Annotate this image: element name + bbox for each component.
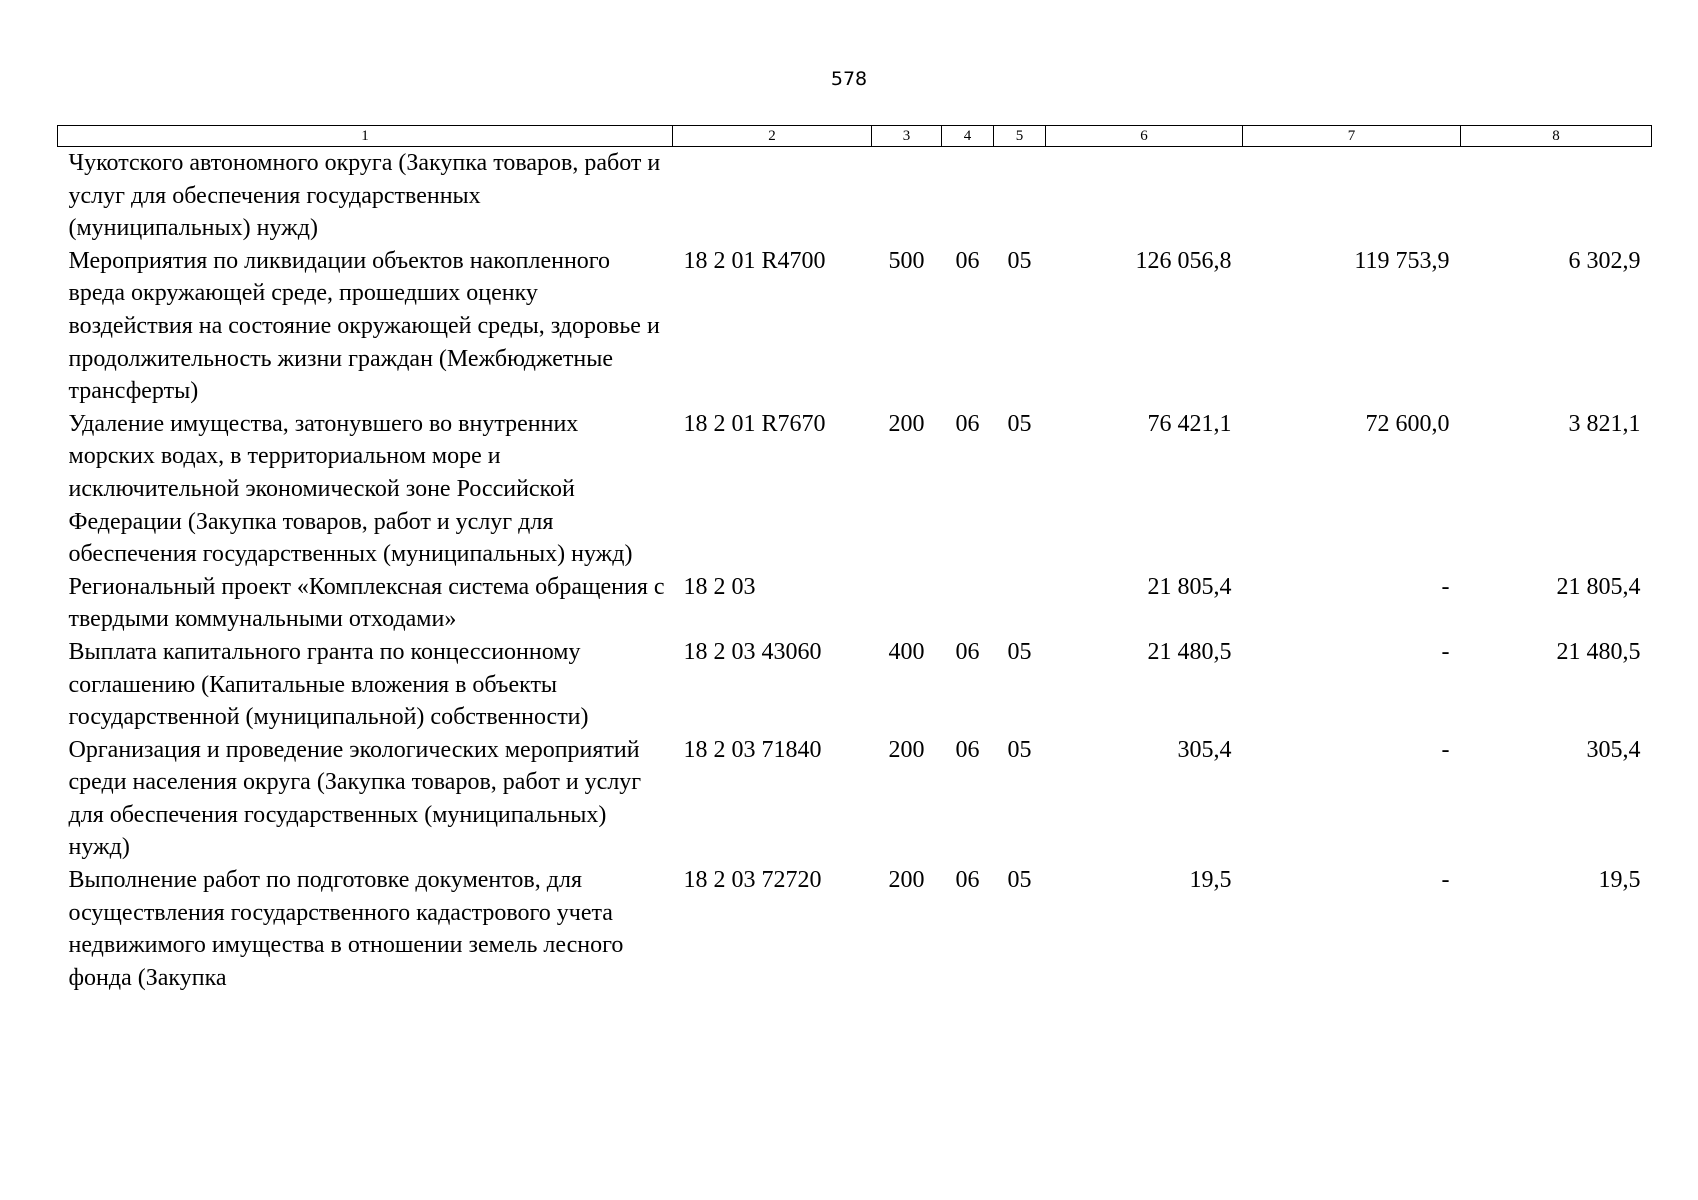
table-body xyxy=(58,147,1652,995)
row-code xyxy=(673,147,872,245)
row-total: 305,4 xyxy=(1177,736,1232,763)
row-regional: 21 805,4 xyxy=(1556,573,1641,600)
table-header xyxy=(58,126,1652,147)
row-vr: 200 xyxy=(888,867,925,894)
row-code: 18 2 03 72720 xyxy=(683,867,822,894)
page-number: 578 xyxy=(830,68,868,90)
row-regional xyxy=(1461,147,1652,245)
row-vr: 200 xyxy=(888,736,925,763)
row-total: 76 421,1 xyxy=(1147,410,1232,437)
table-row xyxy=(58,147,1652,245)
budget-table xyxy=(57,125,1652,994)
row-name: Удаление имущества, затонувшего во внутренних морских водах, в территориальном море и исключительной экономической зоне Российской Федерации (Закупка товаров, работ и услуг для обеспечения государственных (муниципальных) нужд) xyxy=(68,410,633,568)
row-pr: 05 xyxy=(1007,867,1032,894)
row-code: 18 2 03 xyxy=(683,573,756,600)
row-rz: 06 xyxy=(955,736,980,763)
row-name: Региональный проект «Комплексная система обращения с твердыми коммунальными отходами» xyxy=(68,573,665,633)
row-name: Чукотского автономного округа (Закупка товаров, работ и услуг для обеспечения государственных (муниципальных) нужд) xyxy=(68,150,661,242)
row-federal: - xyxy=(1441,573,1450,600)
row-pr: 05 xyxy=(1007,638,1032,665)
row-regional: 3 821,1 xyxy=(1568,410,1641,437)
column-header-1: 1 xyxy=(58,126,673,147)
row-federal: 119 753,9 xyxy=(1354,247,1450,274)
table-row xyxy=(58,245,1652,408)
row-name: Мероприятия по ликвидации объектов накопленного вреда окружающей среде, прошедших оценку воздействия на состояние окружающей среды, здоровье и продолжительность жизни граждан (Межбюджетные трансферты) xyxy=(68,247,660,405)
column-header-5: 5 xyxy=(994,126,1046,147)
table-row xyxy=(58,571,1652,636)
row-name: Выполнение работ по подготовке документов, для осуществления государственного кадастрового учета недвижимого имущества в отношении земель лесного фонда (Закупка xyxy=(68,867,624,991)
table-row xyxy=(58,408,1652,571)
row-federal xyxy=(1243,147,1461,245)
row-pr: 05 xyxy=(1007,247,1032,274)
row-name: Выплата капитального гранта по концессионному соглашению (Капитальные вложения в объекты государственной (муниципальной) собственности) xyxy=(68,638,589,731)
row-rz xyxy=(942,147,994,245)
row-regional: 19,5 xyxy=(1598,867,1641,894)
column-header-8: 8 xyxy=(1461,126,1652,147)
row-rz xyxy=(942,571,994,636)
column-header-3: 3 xyxy=(872,126,942,147)
row-rz: 06 xyxy=(955,867,980,894)
row-pr xyxy=(994,571,1046,636)
table-row xyxy=(58,864,1652,994)
row-code: 18 2 01 R4700 xyxy=(683,247,826,274)
row-federal: - xyxy=(1441,736,1450,763)
row-total xyxy=(1046,147,1243,245)
row-regional: 6 302,9 xyxy=(1568,247,1641,274)
table-row xyxy=(58,734,1652,864)
row-pr: 05 xyxy=(1007,736,1032,763)
row-regional: 21 480,5 xyxy=(1556,638,1641,665)
row-rz: 06 xyxy=(955,410,980,437)
row-federal: - xyxy=(1441,867,1450,894)
row-rz: 06 xyxy=(955,247,980,274)
row-pr xyxy=(994,147,1046,245)
row-federal: - xyxy=(1441,638,1450,665)
row-total: 21 805,4 xyxy=(1147,573,1232,600)
row-total: 126 056,8 xyxy=(1135,247,1232,274)
column-header-4: 4 xyxy=(942,126,994,147)
row-vr xyxy=(872,571,942,636)
row-federal: 72 600,0 xyxy=(1365,410,1450,437)
row-vr: 500 xyxy=(888,247,925,274)
row-code: 18 2 01 R7670 xyxy=(683,410,826,437)
row-name: Организация и проведение экологических мероприятий среди населения округа (Закупка товаров, работ и услуг для обеспечения государственных (муниципальных) нужд) xyxy=(68,736,642,861)
row-vr xyxy=(872,147,942,245)
row-total: 21 480,5 xyxy=(1147,638,1232,665)
header-row xyxy=(58,126,1652,147)
row-pr: 05 xyxy=(1007,410,1032,437)
table-row xyxy=(58,636,1652,734)
row-regional: 305,4 xyxy=(1586,736,1641,763)
row-code: 18 2 03 43060 xyxy=(683,638,822,665)
row-total: 19,5 xyxy=(1189,867,1232,894)
row-code: 18 2 03 71840 xyxy=(683,736,822,763)
row-vr: 200 xyxy=(888,410,925,437)
column-header-2: 2 xyxy=(673,126,872,147)
column-header-7: 7 xyxy=(1243,126,1461,147)
row-rz: 06 xyxy=(955,638,980,665)
row-vr: 400 xyxy=(888,638,925,665)
column-header-6: 6 xyxy=(1046,126,1243,147)
